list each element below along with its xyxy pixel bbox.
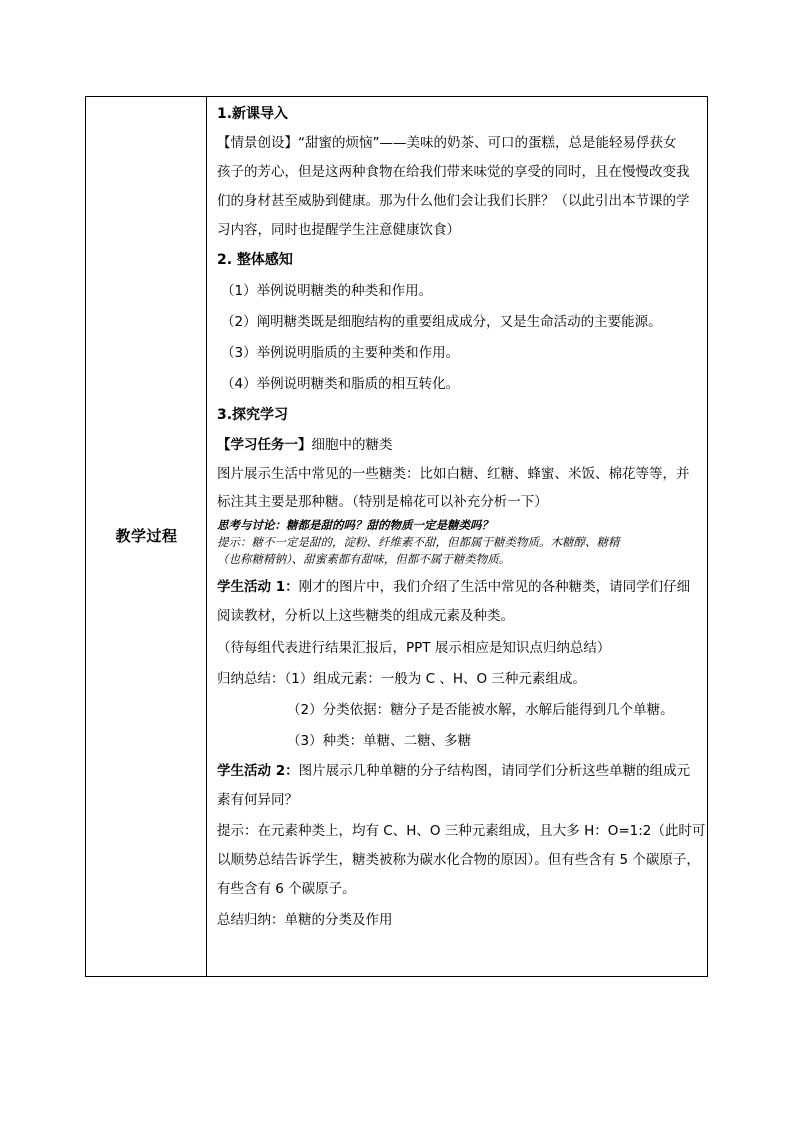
tip-line-3: 有些含有 6 个碳原子。 xyxy=(217,881,356,897)
scenario-bracket: 【情景创设】 xyxy=(217,135,298,151)
scenario-line-2: 孩子的芳心，但是这两种食物在给我们带来味觉的享受的同时，且在慢慢改变我 xyxy=(217,164,690,180)
activity-1-text: 刚才的图片中，我们介绍了生活中常见的各种糖类，请同学们仔细 xyxy=(298,579,691,595)
activity-2-text: 图片展示几种单糖的分子结构图，请同学们分析这些单糖的组成元 xyxy=(298,763,691,779)
activity-2-line-2: 素有何异同？ xyxy=(217,792,298,808)
task-one-label: 【学习任务一】 xyxy=(217,437,312,453)
heading-explore: 3.探究学习 xyxy=(217,407,289,423)
section-label: 教学过程 xyxy=(115,527,178,545)
scenario-line-4: 习内容，同时也提醒学生注意健康饮食） xyxy=(217,222,460,238)
overview-item-2: （2）阐明糖类既是细胞结构的重要组成成分，又是生命活动的主要能源。 xyxy=(221,314,662,330)
heading-overview: 2. 整体感知 xyxy=(217,252,293,268)
lesson-table xyxy=(85,96,708,977)
scenario-line-1 xyxy=(217,129,699,158)
scenario-line-3: 们的身材甚至威胁到健康。那为什么他们会让我们长胖？（以此引出本节课的学 xyxy=(217,193,690,209)
final-summary: 总结归纳：单糖的分类及作用 xyxy=(217,912,393,928)
overview-item-4: （4）举例说明糖类和脂质的相互转化。 xyxy=(221,376,460,392)
content-cell xyxy=(207,97,707,976)
think-discuss: 思考与讨论：糖都是甜的吗？甜的物质一定是糖类吗？ xyxy=(217,518,493,532)
tip-line-1: 提示：在元素种类上，均有 C、H、O 三种元素组成，且大多 H：O=1:2（此时可 xyxy=(217,823,706,839)
activity-2-line-1 xyxy=(217,757,699,786)
task-one xyxy=(217,431,699,460)
pictures-line-1: 图片展示生活中常见的一些糖类：比如白糖、红糖、蜂蜜、米饭、棉花等等，并 xyxy=(217,466,690,482)
activity-1-label: 学生活动 1： xyxy=(217,579,299,595)
hint-line-1: 提示：糖不一定是甜的，淀粉、纤维素不甜，但都属于糖类物质。木糖醇、糖精 xyxy=(217,535,620,549)
activity-2-label: 学生活动 2： xyxy=(217,763,299,779)
summary-line-1: 归纳总结：（1）组成元素：一般为 C 、H、O 三种元素组成。 xyxy=(217,671,586,687)
scenario-text-1: “甜蜜的烦恼”——美味的奶茶、可口的蛋糕，总是能轻易俘获女 xyxy=(298,135,677,151)
overview-item-1: （1）举例说明糖类的种类和作用。 xyxy=(221,283,433,299)
task-one-text: 细胞中的糖类 xyxy=(311,437,393,453)
report-note: （待每组代表进行结果汇报后，PPT 展示相应是知识点归纳总结） xyxy=(217,640,611,656)
content-body xyxy=(217,102,706,935)
overview-item-3: （3）举例说明脂质的主要种类和作用。 xyxy=(221,345,460,361)
section-label-cell xyxy=(86,97,207,976)
tip-line-2: 以顺势总结告诉学生，糖类被称为碳水化合物的原因）。但有些含有 5 个碳原子， xyxy=(217,852,700,868)
summary-line-3: （3）种类：单糖、二糖、多糖 xyxy=(287,733,472,749)
heading-new-lesson: 1.新课导入 xyxy=(217,106,289,122)
pictures-line-2: 标注其主要是那种糖。（特别是棉花可以补充分析一下） xyxy=(217,494,548,510)
hint-line-2: （也称糖精钠）、甜蜜素都有甜味，但都不属于糖类物质。 xyxy=(217,552,511,566)
activity-1-line-1 xyxy=(217,573,699,602)
summary-line-2: （2）分类依据：糖分子是否能被水解，水解后能得到几个单糖。 xyxy=(287,702,674,718)
activity-1-line-2: 阅读教材，分析以上这些糖类的组成元素及种类。 xyxy=(217,608,514,624)
